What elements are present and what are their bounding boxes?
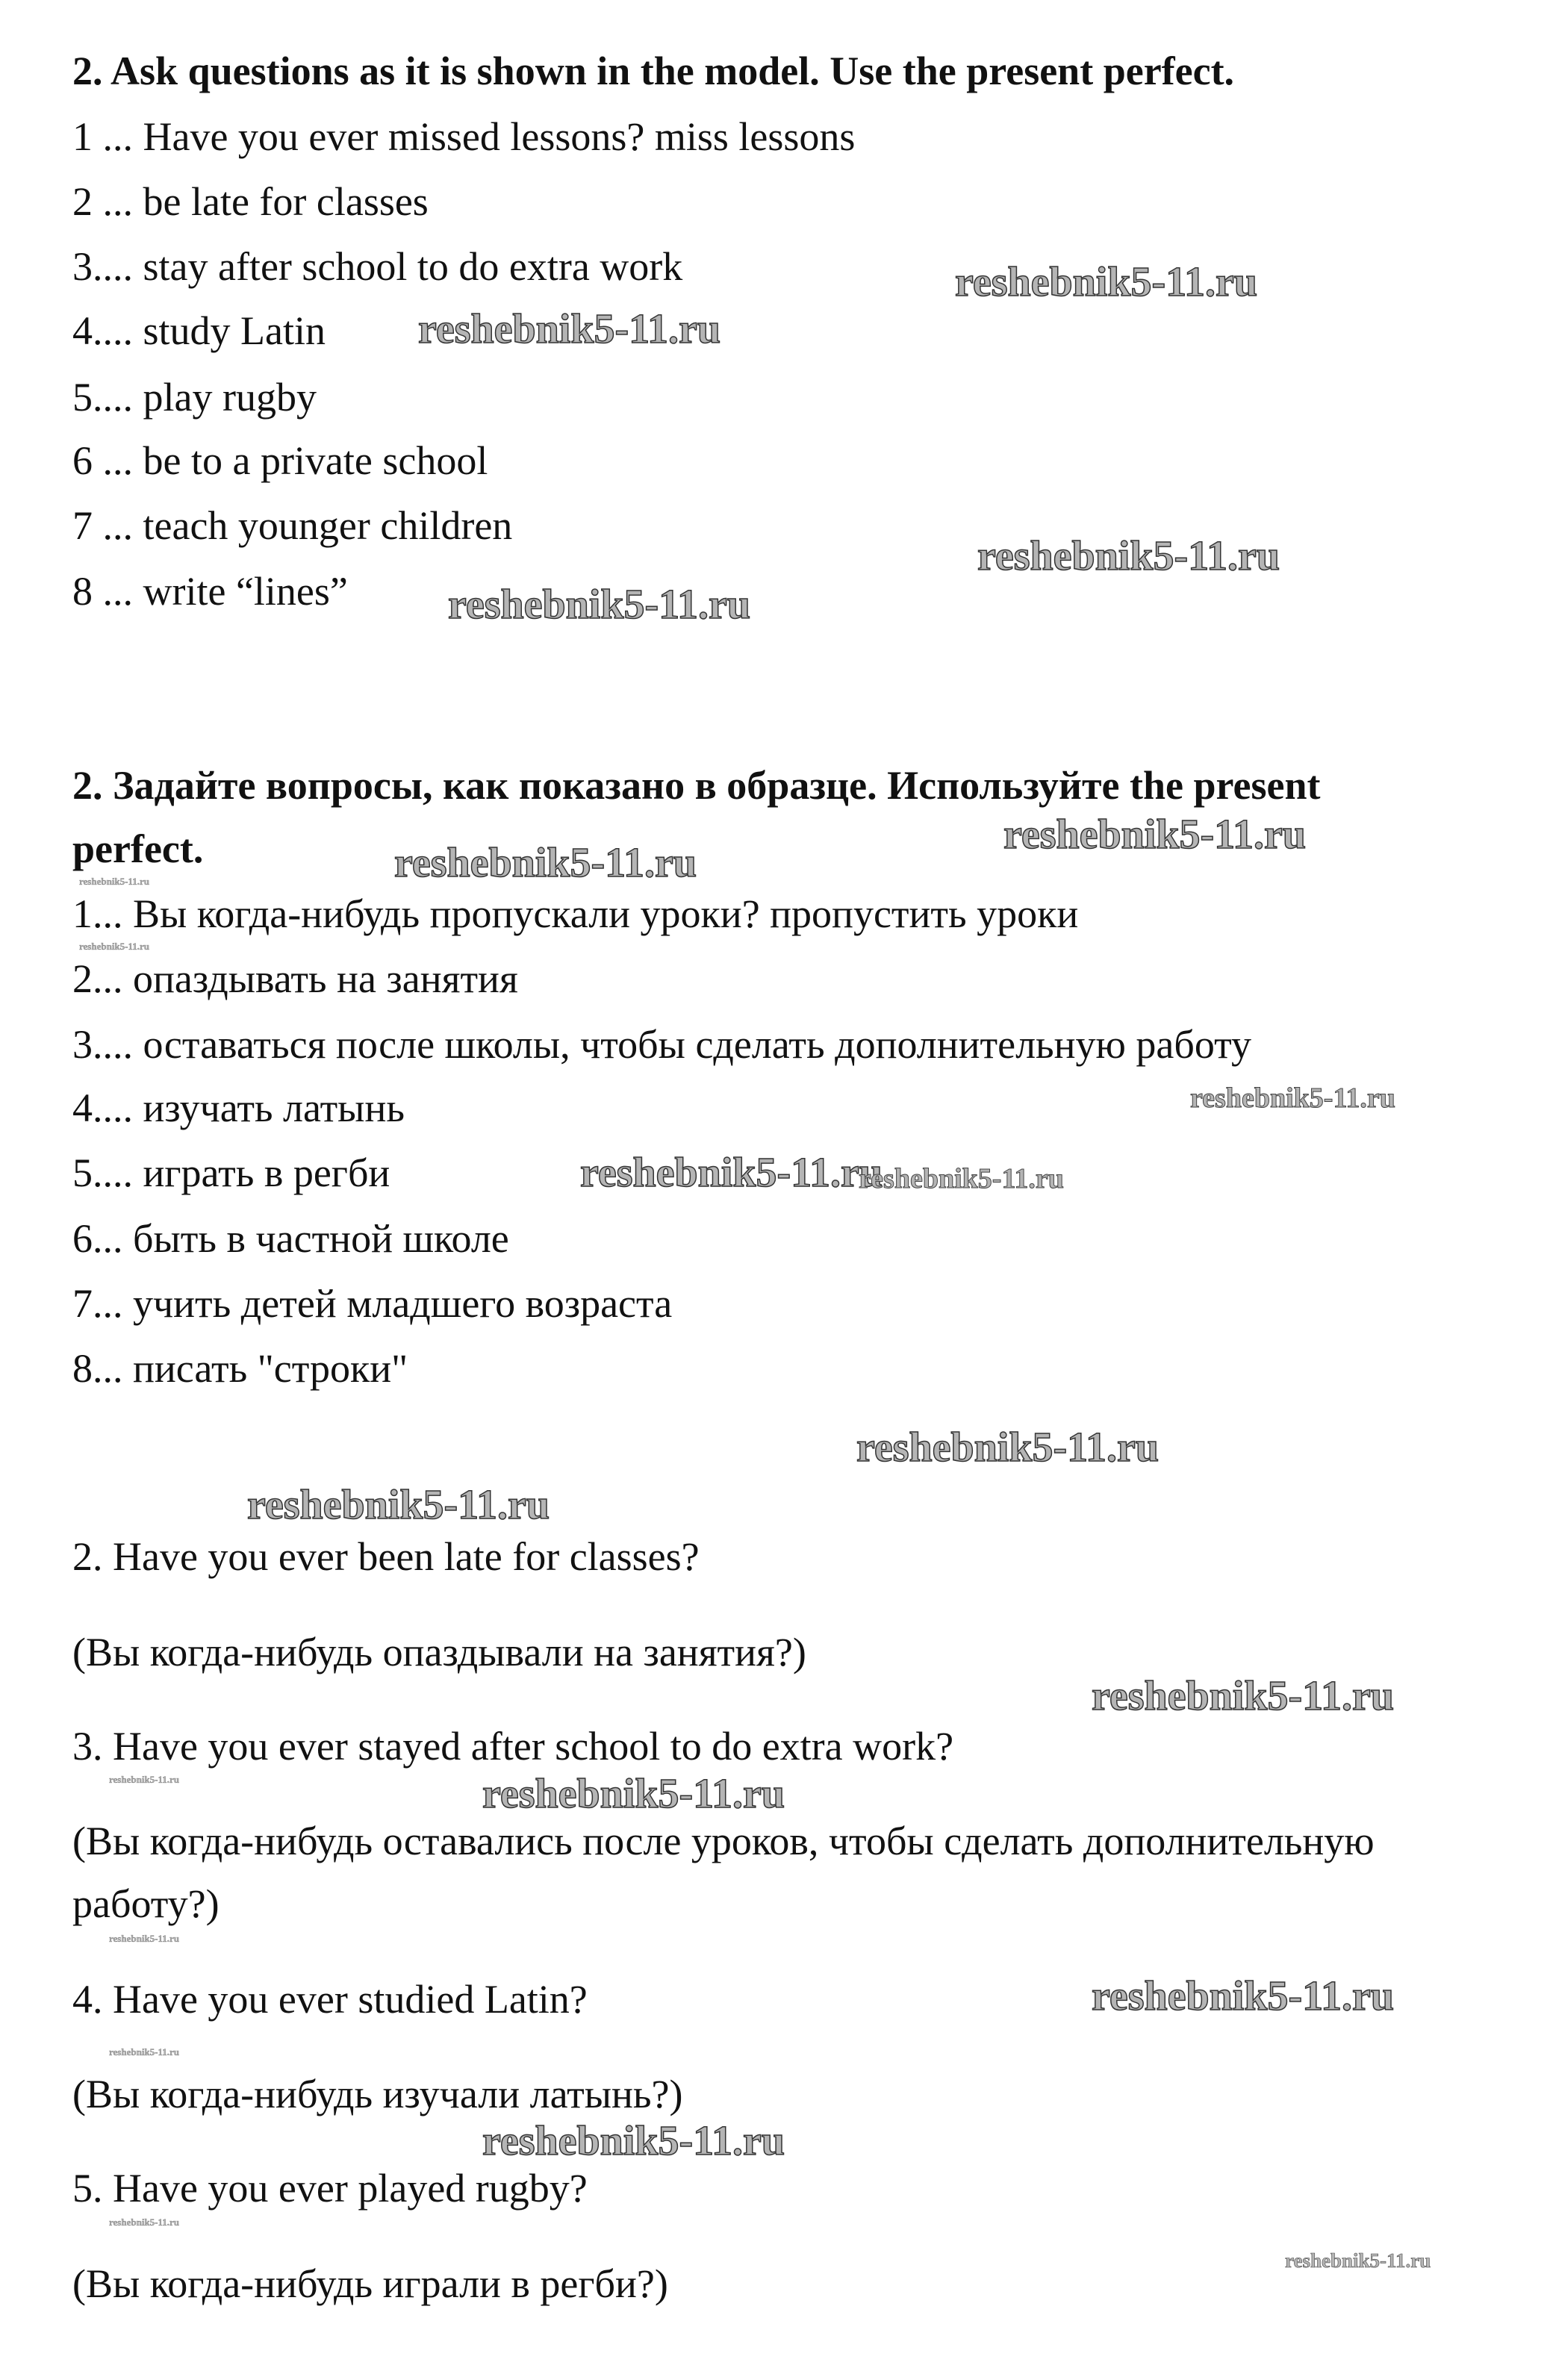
answer-translation: (Вы когда-нибудь оставались после уроков, чтобы сделать дополнительную	[72, 1819, 1375, 1863]
answer-translation: (Вы когда-нибудь опаздывали на занятия?)	[72, 1630, 806, 1675]
list-item: 6 ... be to a private school	[72, 438, 488, 483]
list-item: 7 ... teach younger children	[72, 503, 513, 548]
watermark: reshebnik5-11.ru	[1190, 1082, 1395, 1114]
list-item: 4.... study Latin	[72, 308, 326, 353]
list-item: 1 ... Have you ever missed lessons? miss lessons	[72, 114, 856, 159]
russian-heading: 2. Задайте вопросы, как показано в образце. Используйте the present	[72, 763, 1321, 808]
answer-translation: (Вы когда-нибудь изучали латынь?)	[72, 2072, 683, 2116]
watermark: reshebnik5-11.ru	[955, 259, 1258, 305]
watermark: reshebnik5-11.ru	[1092, 1673, 1395, 1719]
list-item: 2 ... be late for classes	[72, 179, 429, 224]
watermark: reshebnik5-11.ru	[977, 533, 1280, 579]
list-item: 4.... изучать латынь	[72, 1085, 405, 1130]
watermark: reshebnik5-11.ru	[482, 1771, 785, 1817]
list-item: 2... опаздывать на занятия	[72, 956, 518, 1001]
answer-translation: (Вы когда-нибудь играли в регби?)	[72, 2261, 668, 2306]
watermark: reshebnik5-11.ru	[109, 1774, 180, 1785]
list-item: 5.... играть в регби	[72, 1150, 390, 1195]
answer-line: 2. Have you ever been late for classes?	[72, 1534, 700, 1579]
watermark: reshebnik5-11.ru	[856, 1424, 1160, 1471]
watermark: reshebnik5-11.ru	[482, 2118, 785, 2164]
list-item: 3.... оставаться после школы, чтобы сделать дополнительную работу	[72, 1022, 1251, 1067]
list-item: 8 ... write “lines”	[72, 569, 348, 614]
watermark: reshebnik5-11.ru	[1285, 2249, 1431, 2272]
watermark: reshebnik5-11.ru	[247, 1482, 550, 1528]
watermark: reshebnik5-11.ru	[448, 582, 751, 628]
list-item: 3.... stay after school to do extra work	[72, 244, 683, 289]
answer-line: 5. Have you ever played rugby?	[72, 2166, 588, 2211]
watermark: reshebnik5-11.ru	[109, 1933, 180, 1944]
watermark: reshebnik5-11.ru	[418, 306, 721, 352]
russian-heading-cont: perfect.	[72, 826, 204, 871]
list-item: 5.... play rugby	[72, 375, 317, 420]
watermark: reshebnik5-11.ru	[859, 1163, 1064, 1194]
list-item: 6... быть в частной школе	[72, 1216, 509, 1261]
watermark: reshebnik5-11.ru	[79, 876, 150, 887]
watermark: reshebnik5-11.ru	[109, 2046, 180, 2057]
list-item: 1... Вы когда-нибудь пропускали уроки? пропустить уроки	[72, 891, 1079, 936]
watermark: reshebnik5-11.ru	[394, 840, 697, 886]
watermark: reshebnik5-11.ru	[1003, 811, 1307, 858]
answer-line: 4. Have you ever studied Latin?	[72, 1977, 588, 2022]
watermark: reshebnik5-11.ru	[79, 941, 150, 952]
watermark: reshebnik5-11.ru	[109, 2217, 180, 2228]
watermark: reshebnik5-11.ru	[580, 1150, 883, 1196]
list-item: 8... писать "строки"	[72, 1346, 408, 1391]
english-heading: 2. Ask questions as it is shown in the model. Use the present perfect.	[72, 49, 1235, 93]
watermark: reshebnik5-11.ru	[1092, 1973, 1395, 2019]
answer-line: 3. Have you ever stayed after school to do extra work?	[72, 1724, 954, 1769]
list-item: 7... учить детей младшего возраста	[72, 1281, 673, 1326]
answer-translation-cont: работу?)	[72, 1881, 220, 1926]
